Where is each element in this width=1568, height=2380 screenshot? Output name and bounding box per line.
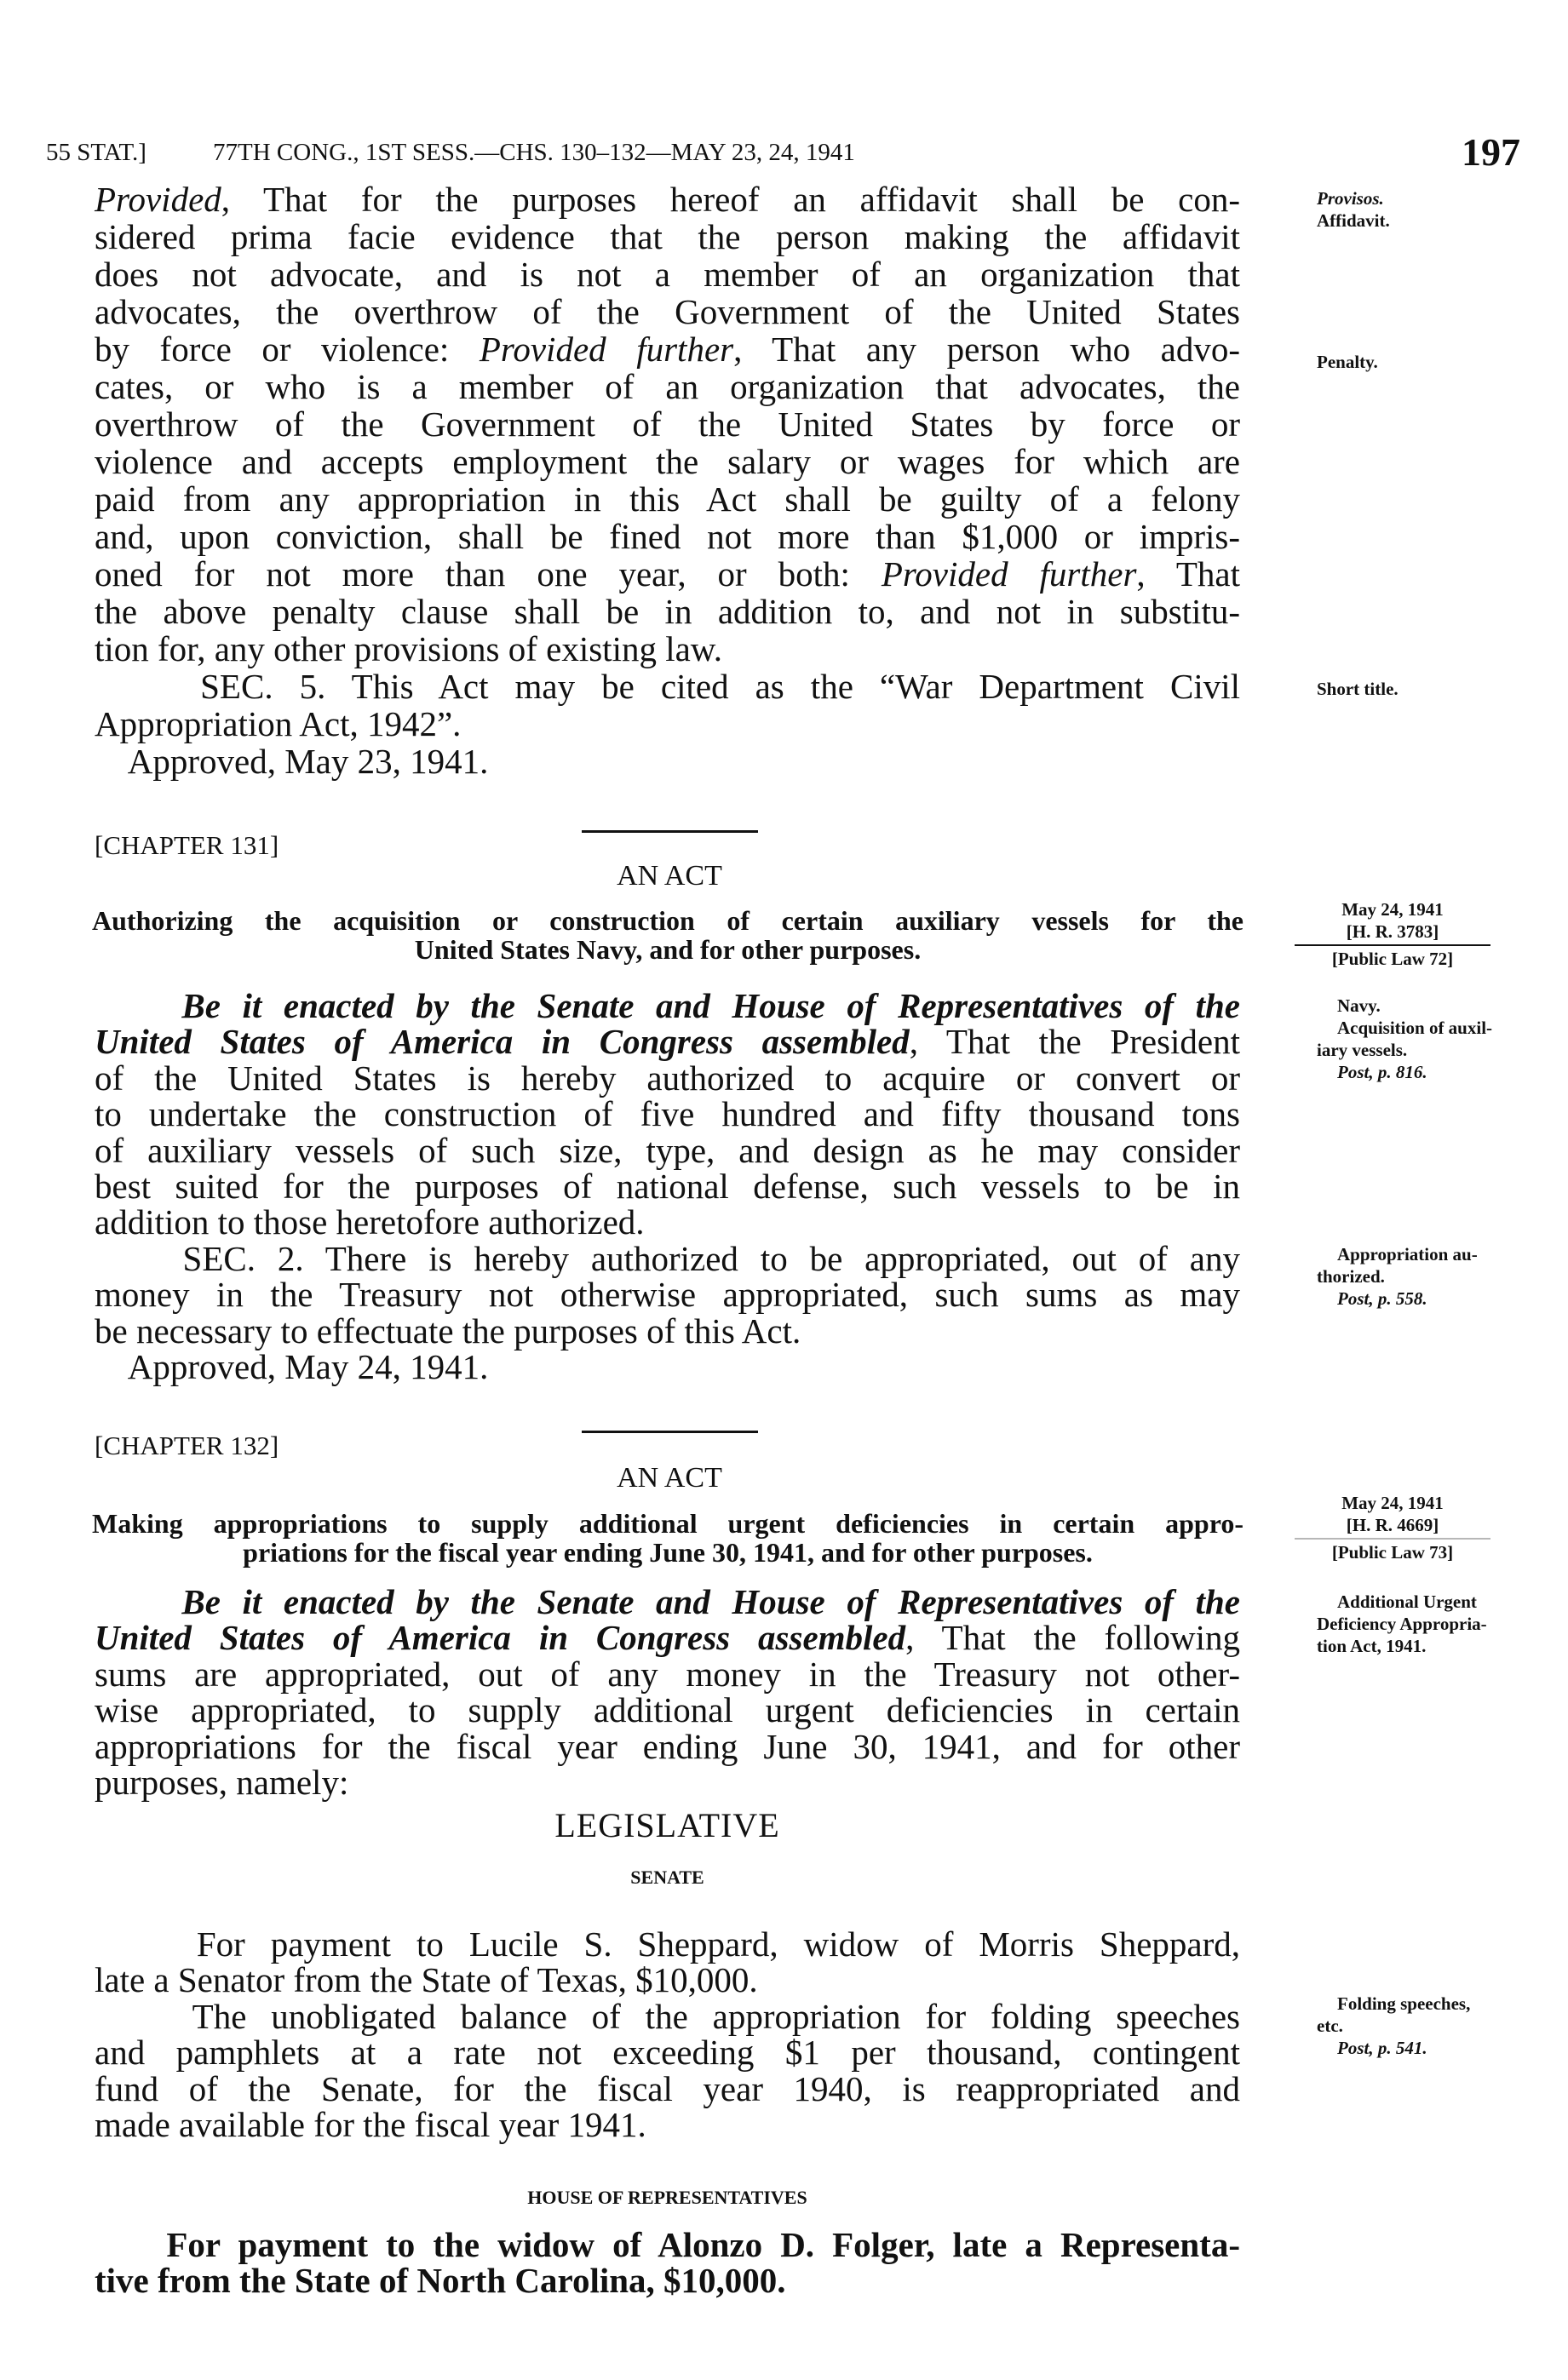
text-line [95,255,1240,293]
text-line [95,1996,1240,2036]
text-line [95,293,1240,330]
text-segment: The unobligated balance of the appropriation for folding speeches [95,1996,1240,2036]
text-segment: the above penalty clause shall be in addition to, and not in substitu- [95,592,1240,631]
text-segment: and, upon conviction, shall be fined not more than $1,000 or impris- [95,517,1240,556]
text-line [95,2261,1240,2301]
note-line: Post, p. 541. [1337,2038,1427,2058]
text-segment: of the United States is hereby authorized to acquire or convert or [95,1058,1240,1098]
text-segment: sums are appropriated, out of any money in the Treasury not other- [95,1654,1240,1694]
text-segment: For payment to Lucile S. Sheppard, widow of Morris Sheppard, [95,1924,1240,1964]
note-line: etc. [1317,2016,1343,2036]
text-segment: does not advocate, and is not a member of an organization that [95,255,1240,294]
text-line [95,181,1240,218]
text-segment: , That the following [905,1618,1240,1658]
note-line: [Public Law 73] [1331,1542,1454,1563]
text-segment: Be it enacted by the Senate and House of Representatives of the [181,986,1241,1025]
text-segment: sidered prima facie evidence that the person making the affidavit [95,217,1240,256]
text-segment: to undertake the construction of five hundred and fifty thousand tons [95,1094,1240,1134]
text-line [95,555,1240,593]
note-line: [Public Law 72] [1331,949,1454,969]
text-segment: of auxiliary vessels of such size, type, and design as he may consider [95,1130,1240,1170]
chapter-131-label: [CHAPTER 131] [95,830,279,860]
text-segment: be necessary to effectuate the purposes of this Act. [95,1310,801,1351]
text-line [95,368,1240,405]
text-line [95,330,1240,368]
text-segment: violence and accepts employment the salary or wages for which are [95,442,1240,481]
text-segment: , That the President [909,1022,1240,1062]
chapter-132-body [95,1584,1240,1800]
text-line [95,743,1240,780]
text-line [95,1130,1240,1170]
note-line: [H. R. 3783] [1346,921,1439,942]
text-line [95,705,1240,743]
note-line: Deficiency Appropria- [1317,1614,1487,1634]
note-rule [1295,944,1490,946]
chapter-132-an-act: AN ACT [617,1462,722,1494]
margin-note-ch131-citation [1295,898,1490,970]
text-line [95,1962,1240,1998]
senate-body [95,1926,1240,2142]
text-segment: overthrow of the Government of the United States by force or [95,404,1240,444]
text-segment: SEC. 2. There is hereby authorized to be appropriated, out of any [95,1238,1240,1278]
chapter-131-an-act: AN ACT [617,860,722,892]
text-line [95,988,1240,1024]
text-segment: Provided further [881,554,1137,594]
text-line [95,1726,1240,1766]
page-number: 197 [1462,130,1520,174]
text-segment: For payment to the widow of Alonzo D. Folger, late a Representa- [95,2225,1240,2264]
text-segment: tion for, any other provisions of existing law. [95,629,722,668]
text-line [95,1022,1240,1062]
note-rule [1295,1538,1490,1540]
text-segment: Provided [95,180,221,219]
text-segment: late a Senator from the State of Texas, $10,000. [95,1960,758,2000]
text-line [95,593,1240,630]
chapter-130-continuation [95,181,1240,780]
note-line: Navy. [1337,995,1381,1016]
margin-note-short-title: Short title. [1317,679,1399,699]
heading-legislative: LEGISLATIVE [554,1806,780,1844]
text-segment: advocates, the overthrow of the Government of the United States [95,292,1240,331]
text-line [95,2033,1240,2073]
house-body [95,2227,1240,2299]
text-line [95,1310,1240,1351]
note-line: Post, p. 558. [1337,1288,1427,1309]
note-line: Post, p. 816. [1337,1062,1427,1082]
text-segment [95,1582,181,1621]
text-line [95,2104,1240,2144]
title-line: priations for the fiscal year ending June 30, 1941, and for other purposes. [243,1537,1093,1568]
text-segment: Approved, May 24, 1941. [95,1346,489,1386]
margin-note-navy [1317,995,1492,1083]
chapter-132-title [92,1509,1243,1567]
text-line [95,218,1240,255]
title-line: Making appropriations to supply additional urgent deficiencies in certain appro- [92,1508,1243,1539]
note-line: Provisos. [1317,188,1384,209]
text-segment: Provided further [479,330,734,369]
text-segment: made available for the fiscal year 1941. [95,2104,646,2144]
note-line: May 24, 1941 [1341,899,1444,920]
text-line [95,630,1240,668]
text-segment: , That for the purposes hereof an affidavit shall be con- [221,180,1240,219]
divider-rule [582,830,758,833]
text-segment: oned for not more than one year, or both: [95,554,882,594]
note-line: Folding speeches, [1337,1993,1471,2014]
text-line [95,1204,1240,1240]
title-line: Authorizing the acquisition or construction of certain auxiliary vessels for the [92,905,1243,936]
text-segment: purposes, namely: [95,1762,349,1802]
note-line: tion Act, 1941. [1317,1636,1427,1656]
text-line [95,1096,1240,1132]
text-line [95,443,1240,480]
text-line [95,1656,1240,1692]
text-segment: SEC. 5. This Act may be cited as the “War Department Civil [95,667,1240,706]
text-segment: wise appropriated, to supply additional urgent deficiencies in certain [95,1690,1240,1730]
note-line: Affidavit. [1317,210,1390,231]
text-segment [95,986,181,1025]
running-head-title: 77TH CONG., 1ST SESS.—CHS. 130–132—MAY 23, 24, 1941 [213,139,855,166]
margin-note-ch132-citation [1295,1492,1490,1563]
text-segment: addition to those heretofore authorized. [95,1202,645,1242]
text-line [95,2068,1240,2108]
note-line: May 24, 1941 [1341,1493,1444,1513]
margin-note-penalty: Penalty. [1317,352,1378,372]
text-line [95,480,1240,518]
note-line: Additional Urgent [1337,1591,1477,1612]
text-line [95,1238,1240,1278]
chapter-132-label: [CHAPTER 132] [95,1431,279,1460]
margin-note-folding-speeches [1317,1993,1470,2059]
heading-senate: SENATE [630,1867,704,1888]
note-line: Appropriation au- [1337,1244,1478,1265]
note-line: thorized. [1317,1266,1385,1287]
text-line [95,1346,1240,1386]
text-segment: tive from the State of North Carolina, $10,000. [95,2261,786,2301]
chapter-131-title [92,906,1243,964]
text-segment: Appropriation Act, 1942”. [95,704,462,743]
text-segment: , That [1136,554,1240,594]
divider-rule [582,1431,758,1433]
text-line [95,1060,1240,1096]
text-segment: Be it enacted by the Senate and House of Representatives of the [181,1582,1241,1621]
text-line [95,1618,1240,1658]
text-segment: United States of America in Congress assembled [95,1618,906,1658]
text-segment: Approved, May 23, 1941. [95,742,489,781]
text-segment: paid from any appropriation in this Act shall be guilty of a felony [95,479,1240,519]
text-line [95,1584,1240,1620]
running-head-volume: 55 STAT.] [46,139,146,166]
text-line [95,1275,1240,1315]
note-line: iary vessels. [1317,1040,1408,1060]
text-segment: best suited for the purposes of national defense, such vessels to be in [95,1166,1240,1206]
text-segment: and pamphlets at a rate not exceeding $1 per thousand, contingent [95,2033,1240,2073]
text-line [95,668,1240,705]
text-line [95,518,1240,555]
text-line [95,1764,1240,1800]
text-segment: , That any person who advo- [733,330,1241,369]
title-line: United States Navy, and for other purposes. [414,934,922,965]
margin-note-appropriation [1317,1243,1478,1310]
text-segment: by force or violence: [95,330,480,369]
margin-note-additional-urgent [1317,1591,1487,1657]
text-line [95,2227,1240,2262]
text-line [95,1926,1240,1962]
text-line [95,1692,1240,1728]
text-segment: fund of the Senate, for the fiscal year 1940, is reappropriated and [95,2068,1240,2108]
text-segment: cates, or who is a member of an organization that advocates, the [95,367,1240,406]
text-segment: United States of America in Congress assembled [95,1022,910,1062]
text-segment: appropriations for the fiscal year ending June 30, 1941, and for other [95,1726,1240,1766]
note-line: [H. R. 4669] [1346,1515,1439,1535]
note-line: Acquisition of auxil- [1337,1018,1493,1038]
text-segment: money in the Treasury not otherwise appropriated, such sums as may [95,1275,1240,1315]
chapter-131-body [95,988,1240,1385]
heading-house: HOUSE OF REPRESENTATIVES [527,2187,807,2208]
text-line [95,405,1240,443]
text-line [95,1168,1240,1204]
margin-note-provisos [1317,187,1390,232]
